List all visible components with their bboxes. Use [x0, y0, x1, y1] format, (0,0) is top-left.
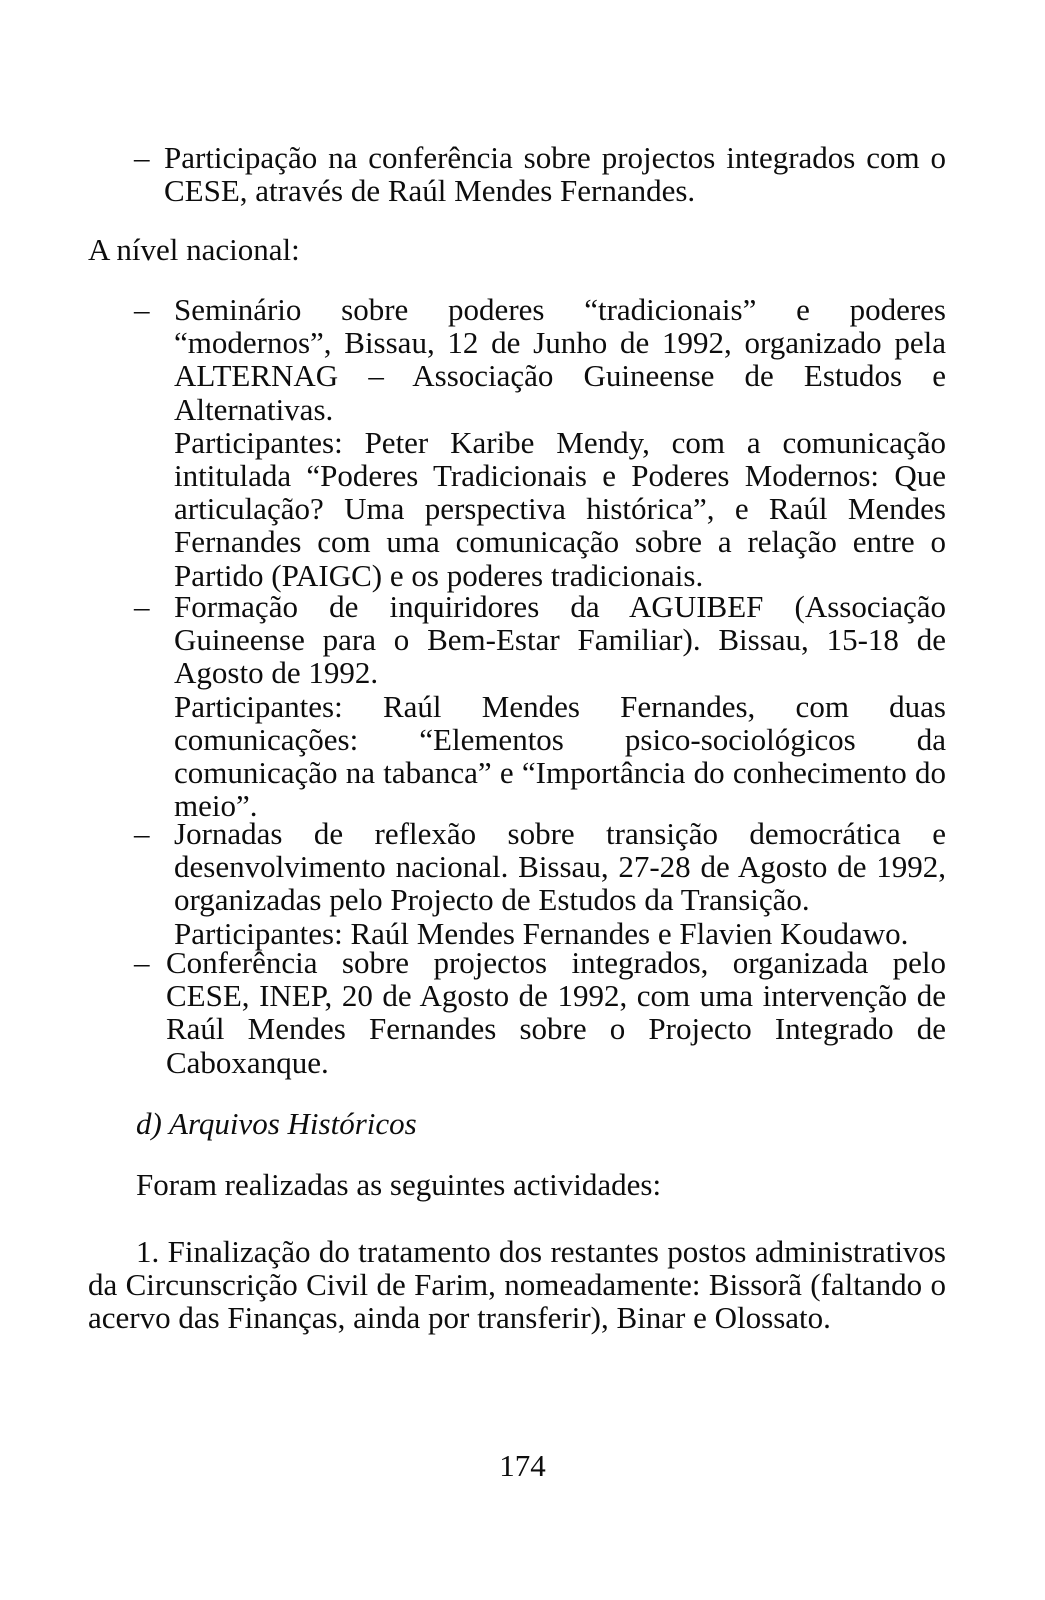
item-participants: Participantes: Peter Karibe Mendy, com a comunicação intitulada “Poderes Tradicionais e Poderes Modernos: Que articulação? Uma perspectiva histórica”, e Raúl Mendes Fernandes com uma comunicação sobre a relação entre o Partido (PAIGC) e os poderes tradicionais.	[174, 424, 946, 593]
list-dash: –	[134, 589, 150, 624]
item-participants: Participantes: Raúl Mendes Fernandes e Flavien Koudawo.	[174, 915, 909, 951]
list-dash: –	[134, 945, 150, 980]
item-paragraph: Formação de inquiridores da AGUIBEF (Associação Guineense para o Bem-Estar Familiar). Bissau, 15-18 de Agosto de 1992.	[174, 589, 946, 691]
item-paragraph: Jornadas de reflexão sobre transição democrática e desenvolvimento nacional. Bissau, 27-28 de Agosto de 1992, organizadas pelo Projecto de Estudos da Transição.	[174, 816, 946, 918]
intro-list-item	[134, 141, 946, 207]
list-item-seminario	[134, 293, 946, 592]
page-number: 174	[499, 1448, 546, 1483]
list-item-jornadas	[134, 817, 946, 950]
national-heading: A nível nacional:	[88, 232, 300, 267]
list-item-body	[134, 590, 946, 822]
section-heading: d) Arquivos Históricos	[136, 1106, 417, 1141]
list-item-conferencia	[134, 946, 946, 1079]
list-dash: –	[134, 140, 150, 175]
list-item-body	[134, 946, 946, 1079]
section-intro: Foram realizadas as seguintes actividades:	[136, 1167, 662, 1202]
list-item-formacao	[134, 590, 946, 822]
item-paragraph: Conferência sobre projectos integrados, organizada pelo CESE, INEP, 20 de Agosto de 1992, com uma intervenção de Raúl Mendes Fernandes sobre o Projecto Integrado de Caboxanque.	[166, 945, 946, 1080]
numbered-item: 1. Finalização do tratamento dos restantes postos administrativos da Circunscrição Civil de Farim, nomeadamente: Bissorã (faltando o acervo das Finanças, ainda por transferir), Binar e Olossato.	[88, 1234, 946, 1336]
list-dash: –	[134, 292, 150, 327]
list-item-body	[134, 817, 946, 950]
intro-item-text: Participação na conferência sobre projectos integrados com o CESE, através de Raúl Mendes Fernandes.	[164, 140, 946, 209]
item-paragraph: Seminário sobre poderes “tradicionais” e poderes “modernos”, Bissau, 12 de Junho de 1992, organizado pela ALTERNAG – Associação Guineense de Estudos e Alternativas.	[174, 292, 946, 427]
list-item-body	[134, 293, 946, 592]
item-participants: Participantes: Raúl Mendes Fernandes, com duas comunicações: “Elementos psico-sociológicos da comunicação na tabanca” e “Importância do conhecimento do meio”.	[174, 688, 946, 824]
list-dash: –	[134, 816, 150, 851]
